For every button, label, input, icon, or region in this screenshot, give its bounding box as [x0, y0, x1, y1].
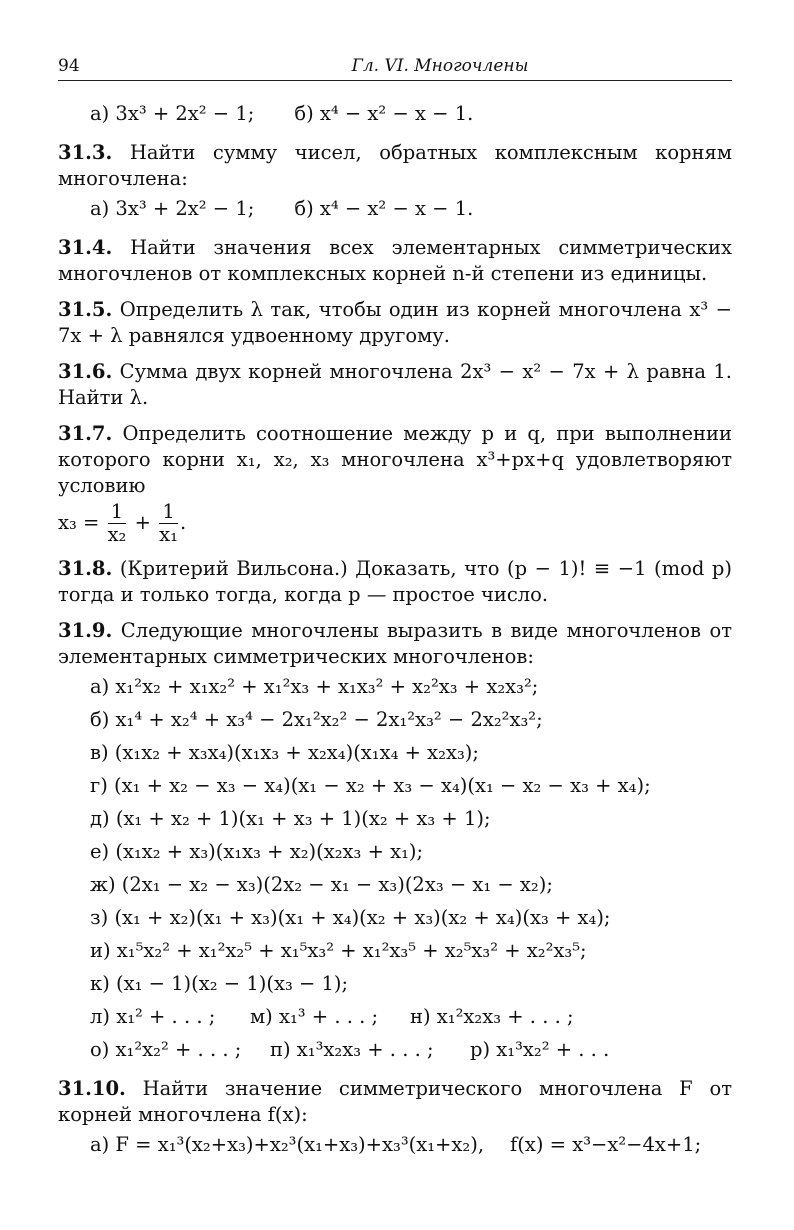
option-a: а) 3x³ + 2x² − 1; [90, 197, 255, 220]
page-header [58, 52, 732, 81]
list-item: ж) (2x₁ − x₂ − x₃)(2x₂ − x₁ − x₃)(2x₃ − x₁ − x₂); [90, 873, 553, 896]
list-item: а) x₁²x₂ + x₁x₂² + x₁²x₃ + x₁x₃² + x₂²x₃ + x₂x₃²; [90, 675, 539, 698]
problem-31-5 [58, 297, 732, 349]
list-item: п) x₁³x₂x₃ + . . . ; [270, 1038, 434, 1061]
problem-31-10 [58, 1076, 732, 1128]
fraction-denominator: x₂ [107, 523, 127, 546]
list-item: м) x₁³ + . . . ; [250, 1005, 379, 1028]
fraction-denominator: x₁ [159, 523, 178, 546]
list-item: л) x₁² + . . . ; [90, 1005, 216, 1028]
condition-formula [58, 501, 732, 546]
problem-31-10-option-a [58, 1128, 732, 1161]
list-item: в) (x₁x₂ + x₃x₄)(x₁x₃ + x₂x₄)(x₁x₄ + x₂x₃); [90, 741, 479, 764]
problem-number: 31.4. [58, 236, 113, 259]
formula-lhs: x₃ = [58, 511, 100, 534]
problem-number: 31.7. [58, 422, 113, 445]
list-item-row [58, 1000, 732, 1033]
running-title: Гл. VI. Многочлены [351, 56, 529, 76]
page [58, 52, 732, 1161]
plus-sign: + [134, 511, 151, 534]
option-b: б) x⁴ − x² − x − 1. [294, 102, 474, 125]
problem-number: 31.8. [58, 557, 113, 580]
list-item: б) x₁⁴ + x₂⁴ + x₃⁴ − 2x₁²x₂² − 2x₁²x₃² − 2x₂²x₃²; [90, 708, 543, 731]
fraction-1 [108, 501, 127, 546]
list-item: з) (x₁ + x₂)(x₁ + x₃)(x₁ + x₄)(x₂ + x₃)(x₂ + x₄)(x₃ + x₄); [90, 906, 611, 929]
formula-end: . [179, 511, 187, 534]
list-item: о) x₁²x₂² + . . . ; [90, 1038, 242, 1061]
problem-31-4 [58, 235, 732, 287]
list-item: р) x₁³x₂² + . . . [470, 1038, 610, 1061]
problem-text: Определить λ так, чтобы один из корней многочлена x³ − 7x + λ равнялся удвоенному другому. [58, 298, 732, 347]
problem-number: 31.5. [58, 298, 113, 321]
list-item: к) (x₁ − 1)(x₂ − 1)(x₃ − 1); [90, 972, 349, 995]
problem-number: 31.3. [58, 141, 113, 164]
option-b: б) x⁴ − x² − x − 1. [294, 197, 474, 220]
option-a-formula: а) F = x₁³(x₂+x₃)+x₂³(x₁+x₃)+x₃³(x₁+x₂), [90, 1133, 485, 1156]
fraction-2 [159, 501, 178, 546]
list-item-row [58, 1033, 732, 1066]
problem-31-6 [58, 359, 732, 411]
problem-text: Сумма двух корней многочлена 2x³ − x² − 7x + λ равна 1. Найти λ. [58, 360, 732, 409]
list-item: г) (x₁ + x₂ − x₃ − x₄)(x₁ − x₂ + x₃ − x₄)(x₁ − x₂ − x₃ + x₄); [90, 774, 651, 797]
list-item: д) (x₁ + x₂ + 1)(x₁ + x₃ + 1)(x₂ + x₃ + 1); [90, 807, 491, 830]
problem-31-3 [58, 140, 732, 192]
option-a-polynomial: f(x) = x³−x²−4x+1; [510, 1133, 702, 1156]
problem-number: 31.10. [58, 1077, 126, 1100]
problem-31-9 [58, 618, 732, 670]
problem-text: Найти сумму чисел, обратных комплексным корням многочлена: [58, 141, 733, 190]
problem-31-9-list [58, 670, 732, 1066]
problem-text: Определить соотношение между p и q, при выполнении которого корни x₁, x₂, x₃ многочлена x³+px+q удовлетворяют условию [58, 422, 732, 497]
problem-number: 31.6. [58, 360, 113, 383]
problem-31-3-options [58, 192, 732, 225]
problem-text: Следующие многочлены выразить в виде многочленов от элементарных симметрических многочленов: [58, 619, 732, 668]
list-item: е) (x₁x₂ + x₃)(x₁x₃ + x₂)(x₂x₃ + x₁); [90, 840, 424, 863]
problem-31-7 [58, 421, 732, 546]
problem-text: (Критерий Вильсона.) Доказать, что (p − 1)! ≡ −1 (mod p) тогда и только тогда, когда p — простое число. [58, 557, 732, 606]
top-options [58, 97, 732, 130]
fraction-numerator: 1 [108, 501, 127, 524]
page-number: 94 [58, 56, 80, 76]
option-a: а) 3x³ + 2x² − 1; [90, 102, 255, 125]
list-item: н) x₁²x₂x₃ + . . . ; [410, 1005, 574, 1028]
problem-text: Найти значение симметрического многочлена F от корней многочлена f(x): [58, 1077, 732, 1126]
problem-number: 31.9. [58, 619, 113, 642]
list-item: и) x₁⁵x₂² + x₁²x₂⁵ + x₁⁵x₃² + x₁²x₃⁵ + x₂⁵x₃² + x₂²x₃⁵; [90, 939, 587, 962]
fraction-numerator: 1 [159, 501, 178, 524]
problem-31-8 [58, 556, 732, 608]
problem-text: Найти значения всех элементарных симметрических многочленов от комплексных корней n-й степени из единицы. [58, 236, 732, 285]
